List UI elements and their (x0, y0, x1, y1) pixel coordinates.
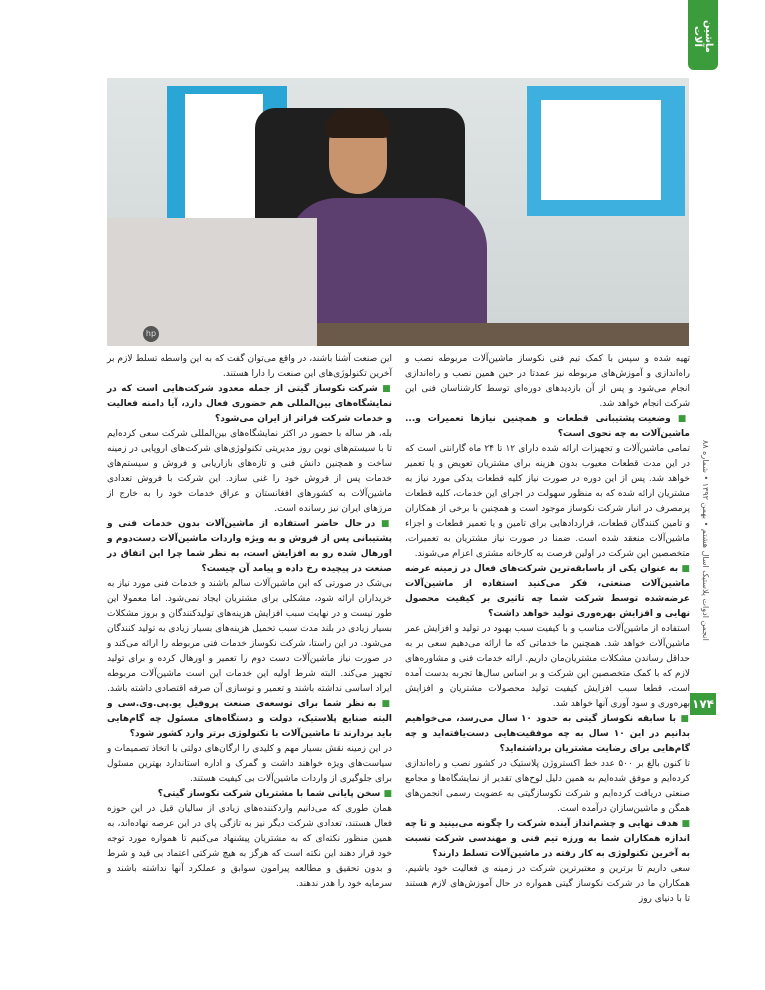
interview-answer: بله، هر ساله با حضور در اکثر نمایشگاه‌های بین‌المللی شرکت سعی کرده‌ایم تا با سیستم‌های نوین روز مدیریتی تکنولوژی‌های شرکت‌های اروپایی در زمینه ساخت و همچنین دانش فنی و تازه‌های بازاریابی و فروش و سیستم‌های خدمات پس از فروش خود را غنی سازد. این شرکت با فروش تعدادی ماشین‌آلات به کشورهای افغانستان و عراق خدمات خود را به خارج از مرزهای ایران نیز رسانده است. (107, 429, 392, 514)
interview-question: ■ شرکت نکوساز گیتی از جمله معدود شرکت‌هایی است که در نمایشگاه‌های بین‌المللی هم حضوری فعال دارد، آیا دامنه فعالیت و خدمات شرکت فراتر از ایران می‌شود؟ (107, 382, 392, 427)
interview-question: ■ سخن پایانی شما با مشتریان شرکت نکوساز گیتی؟ (107, 787, 392, 802)
interview-answer: همان طوری که می‌دانیم واردکننده‌های زیادی از سالیان قبل در این حوزه فعال هستند، تعدادی شرکت دیگر نیز به تازگی پای در این عرصه نهاده‌اند، به همین منظور نکته‌ای که به مشتریان پیشنهاد می‌کنیم تا همواره مورد توجه خود قرار دهند این نکته است که هرگز به هیچ شرکتی اعتماد بی قید و شرط و بدون تحقیق و مطالعه پیرامون سوابق و عملکرد آنها نداشته باشند و سرمایه خود را هدر ندهند. (107, 804, 392, 889)
interview-answer: تهیه شده و سپس با کمک تیم فنی نکوساز ماشین‌آلات مربوطه نصب و راه‌اندازی و آموزش‌های مربوطه نیز عمدتا در حین همین نصب و راه‌اندازی انجام می‌شود و پس از آن بازدیدهای دوره‌ای توسط کارشناسان فنی این شرکت انجام خواهد شد. (405, 354, 690, 409)
page-number: ۱۷۴ (690, 693, 716, 715)
interview-photo (107, 78, 689, 346)
interview-answer: بی‌شک در صورتی که این ماشین‌آلات سالم باشند و خدمات فنی مورد نیاز به خریداران ارائه شود، مشکلی برای مشتریان ایجاد نمی‌شود. اما معمولا این طور نیست و در نهایت سبب افزایش هزینه‌های تولیدکنندگان و بروز مشکلات بسیار زیادی در بلند مدت سبب تحمیل هزینه‌های بسیار زیادی به تولید کنندگان می‌شود. در این راستا، شرکت نکوساز خدمات فنی مربوطه را ارائه می‌کند و در صورت نیاز ماشین‌آلات دست دوم را تعمیر و اورهال کرده و برای تولید تجهیز می‌کند. البته شرط اولیه این خدمات این است ماشین‌آلات مربوطه ایراد اساسی نداشته باشند و تعمیر و نوسازی آن صرفه اقتصادی داشته باشد. (107, 579, 392, 694)
laptop (107, 218, 317, 346)
wall-poster-right (527, 86, 685, 216)
interview-answer: استفاده از ماشین‌آلات مناسب و با کیفیت سبب بهبود در تولید و افزایش عمر ماشین‌آلات خواهد شد. همچنین ما خدماتی که ما ارائه می‌دهیم سعی بر به حداقل رساندن مشکلات مشتریان‌مان داریم. ارائه خدمات فنی و مشاوره‌های لازم که با کمک متخصصین این شرکت و بر اساس سال‌ها تجربه بدست آمده است، قطعا سبب افزایش کیفیت تولید محصولات مشتریان و افزایش بهره‌وری و سود آوری آنها خواهد شد. (405, 624, 690, 709)
interview-answer: در این زمینه نقش بسیار مهم و کلیدی را ارگان‌های دولتی با اتخاذ تصمیمات و سیاست‌های ویژه خواهند داشت و گمرک و اداره استاندارد بهترین مسئول برای جلوگیری از واردات ماشین‌آلات بی کیفیت هستند. (107, 744, 392, 784)
interview-answer: این صنعت آشنا باشند، در واقع می‌توان گفت که به این واسطه تسلط لازم بر آخرین تکنولوژی‌های این صنعت را دارا هستند. (107, 354, 392, 379)
left-column (107, 352, 392, 892)
interview-answer: تمامی ماشین‌آلات و تجهیزات ارائه شده دارای ۱۲ تا ۲۴ ماه گارانتی است که در این مدت قطعات معیوب بدون هزینه برای مشتریان تعویض و یا تعمیر خواهد شد. پس از این دوره در صورت نیاز کلیه قطعات یدکی مورد نیاز به مشتریان ارائه شده که به منظور سهولت در اجرای این خدمات، کلیه قطعات پرمصرف در انبار شرکت نکوساز موجود است و همچنین با برخی از همکاران و تامین کنندگان قطعات، قراردادهایی برای تامین و یا تعمیر قطعات و اجزاء ماشین‌آلات منعقد شده است. ضمنا در صورت نیاز مشتریان به تعمیرات، متخصصین این شرکت در اولین فرصت به کارخانه مشتری اعزام می‌شوند. (405, 444, 690, 559)
interview-question: ■ وضعیت پشتیبانی قطعات و همچنین نیازها تعمیرات و... ماشین‌آلات به چه نحوی است؟ (405, 412, 690, 442)
right-column (405, 352, 690, 907)
interview-question: ■ در حال حاضر استفاده از ماشین‌آلات بدون خدمات فنی و پشتیبانی پس از فروش و به ویژه واردات ماشین‌آلات دست‌دوم و اورهال شده رو به افزایش است، به نظر شما چرا این اتفاق در صنعت در پیچیده رخ داده و پیامد آن چیست؟ (107, 517, 392, 577)
person-hair (325, 108, 391, 138)
interview-question: ■ به عنوان یکی از باسابقه‌ترین شرکت‌های فعال در زمینه عرضه ماشین‌آلات صنعتی، فکر می‌کنید استفاده از ماشین‌آلات عرضه‌شده توسط شرکت شما چه تاثیری بر کیفیت محصول نهایی و افزایش بهره‌وری تولید خواهد داشت؟ (405, 562, 690, 622)
laptop-logo-icon: hp (143, 326, 159, 342)
interview-answer: سعی داریم تا برترین و معتبرترین شرکت در زمینه ی فعالیت خود باشیم. همکاران ما در شرکت نکوساز گیتی همواره در حال آموزش‌های لازم هستند تا با دنیای روز (405, 864, 690, 904)
vertical-footer: انجمن ادوات پلاستیک اسال هشتم • بهمن ۱۳۹۲ • شماره ۸۸ (701, 439, 710, 641)
interview-question: ■ به نظر شما برای توسعه‌ی صنعت پروفیل یو.پی.وی.سی و البته صنایع پلاستیک، دولت و دستگاه‌های مسئول چه گام‌هایی باید بردارند تا ماشین‌آلات با تکنولوژی برتر وارد کشور شود؟ (107, 697, 392, 742)
interview-question: ■ با سابقه نکوساز گیتی به حدود ۱۰ سال می‌رسد، می‌خواهیم بدانیم در این ۱۰ سال به چه موفقیت‌هایی دست‌یافته‌اید و چه گام‌هایی برای رضایت مشتریان برداشته‌اید؟ (405, 712, 690, 757)
interview-question: ■ هدف نهایی و چشم‌انداز آینده شرکت را چگونه می‌بینید و تا چه اندازه همکاران شما به ورزه تیم فنی و مهندسی شرکت نسبت به آخرین تکنولوژی به کار رفته در ماشین‌آلات تسلط دارند؟ (405, 817, 690, 862)
section-tab-label: ماشین آلات (692, 19, 714, 53)
interview-answer: تا کنون بالغ بر ۵۰۰ عدد خط اکستروژن پلاستیک در کشور نصب و راه‌اندازی کرده‌ایم و موفق شده‌ایم به همین دلیل لوح‌های تقدیر از نمایشگاه‌ها و مجامع صنعتی دریافت کرده‌ایم و شرکت نکوسازگیتی به عضویت رسمی انجمن‌های همگن و ماشین‌سازان درآمده است. (405, 759, 690, 814)
